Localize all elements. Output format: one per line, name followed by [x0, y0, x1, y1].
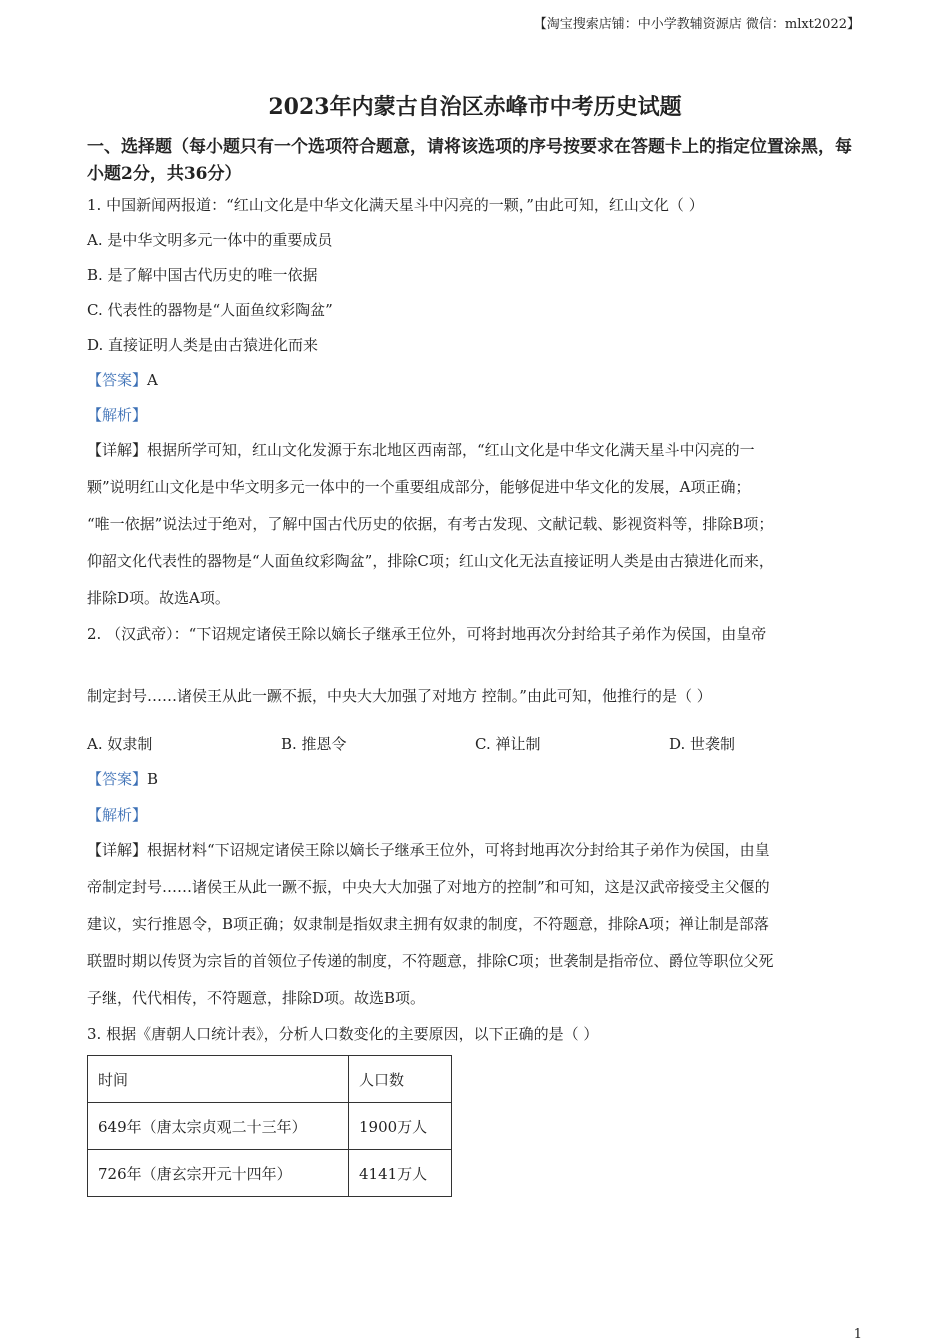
q2-detail-line: 建议，实行推恩令，B项正确；奴隶制是指奴隶主拥有奴隶的制度，不符题意，排除A项；禅让制是部落	[87, 915, 769, 933]
q2-detail-line: 子继，代代相传，不符题意，排除D项。故选B项。	[87, 989, 426, 1007]
q2-option-b: B. 推恩令	[281, 735, 347, 753]
table-cell: 726年（唐玄宗开元十四年）	[88, 1150, 349, 1197]
q1-analysis-label: 【解析】	[87, 406, 148, 424]
q1-option-d: D. 直接证明人类是由古猿进化而来	[87, 336, 319, 354]
population-table	[87, 1055, 452, 1197]
q1-option-a: A. 是中华文明多元一体中的重要成员	[87, 231, 333, 249]
page-title: 2023年内蒙古自治区赤峰市中考历史试题	[268, 94, 682, 120]
q2-detail-line: 【详解】根据材料“下诏规定诸侯王除以嫡长子继承王位外，可将封地再次分封给其子弟作为侯国，由皇	[87, 841, 770, 859]
shop-header-note: 【淘宝搜索店铺：中小学教辅资源店 微信：mlxt2022】	[533, 17, 860, 32]
q3-stem: 3. 根据《唐朝人口统计表》，分析人口数变化的主要原因，以下正确的是（ ）	[87, 1025, 599, 1043]
table-row	[88, 1103, 452, 1150]
page-number: 1	[853, 1327, 862, 1342]
q1-detail-line: 颗”说明红山文化是中华文明多元一体中的一个重要组成部分，能够促进中华文化的发展，A项正确；	[87, 478, 751, 496]
answer-label: 【答案】	[87, 770, 148, 788]
table-cell: 649年（唐太宗贞观二十三年）	[88, 1103, 349, 1150]
q2-stem-line: 制定封号……诸侯王从此一蹶不振，中央大大加强了对地方 控制。”由此可知，他推行的是（ ）	[87, 687, 712, 705]
q1-answer	[87, 370, 158, 390]
q1-detail-line: 【详解】根据所学可知，红山文化发源于东北地区西南部，“红山文化是中华文化满天星斗中闪亮的一	[87, 441, 755, 459]
q2-stem-line: 2. （汉武帝）：“下诏规定诸侯王除以嫡长子继承王位外，可将封地再次分封给其子弟作为侯国，由皇帝	[87, 625, 767, 643]
q2-option-c: C. 禅让制	[475, 735, 541, 753]
answer-value: A	[147, 371, 158, 389]
q1-detail-line: “唯一依据”说法过于绝对，了解中国古代历史的依据，有考古发现、文献记载、影视资料等，排除B项；	[87, 515, 774, 533]
q1-stem: 1. 中国新闻两报道：“红山文化是中华文化满天星斗中闪亮的一颗，”由此可知，红山文化（ ）	[87, 196, 704, 214]
answer-value: B	[147, 770, 159, 788]
q2-detail-line: 联盟时期以传贤为宗旨的首领位子传递的制度，不符题意，排除C项；世袭制是指帝位、爵位等职位父死	[87, 952, 774, 970]
q2-option-a: A. 奴隶制	[87, 735, 153, 753]
table-header-row	[88, 1056, 452, 1103]
q1-option-b: B. 是了解中国古代历史的唯一依据	[87, 266, 318, 284]
table-header-cell: 人口数	[349, 1056, 452, 1103]
q1-detail-line: 仰韶文化代表性的器物是“人面鱼纹彩陶盆”，排除C项；红山文化无法直接证明人类是由古猿进化而来，	[87, 552, 774, 570]
answer-label: 【答案】	[87, 371, 148, 389]
q2-analysis-label: 【解析】	[87, 806, 148, 824]
table-header-cell: 时间	[88, 1056, 349, 1103]
q2-answer	[87, 769, 158, 789]
q2-option-d: D. 世袭制	[669, 735, 736, 753]
table-row	[88, 1150, 452, 1197]
table-cell: 4141万人	[349, 1150, 452, 1197]
q1-option-c: C. 代表性的器物是“人面鱼纹彩陶盆”	[87, 301, 333, 319]
table-cell: 1900万人	[349, 1103, 452, 1150]
q1-detail-line: 排除D项。故选A项。	[87, 589, 230, 607]
q2-detail-line: 帝制定封号……诸侯王从此一蹶不振，中央大大加强了对地方的控制”和可知，这是汉武帝接受主父偃的	[87, 878, 770, 896]
section-heading: 一、选择题（每小题只有一个选项符合题意，请将该选项的序号按要求在答题卡上的指定位置涂黑，每小题2分，共36分）	[87, 137, 852, 184]
